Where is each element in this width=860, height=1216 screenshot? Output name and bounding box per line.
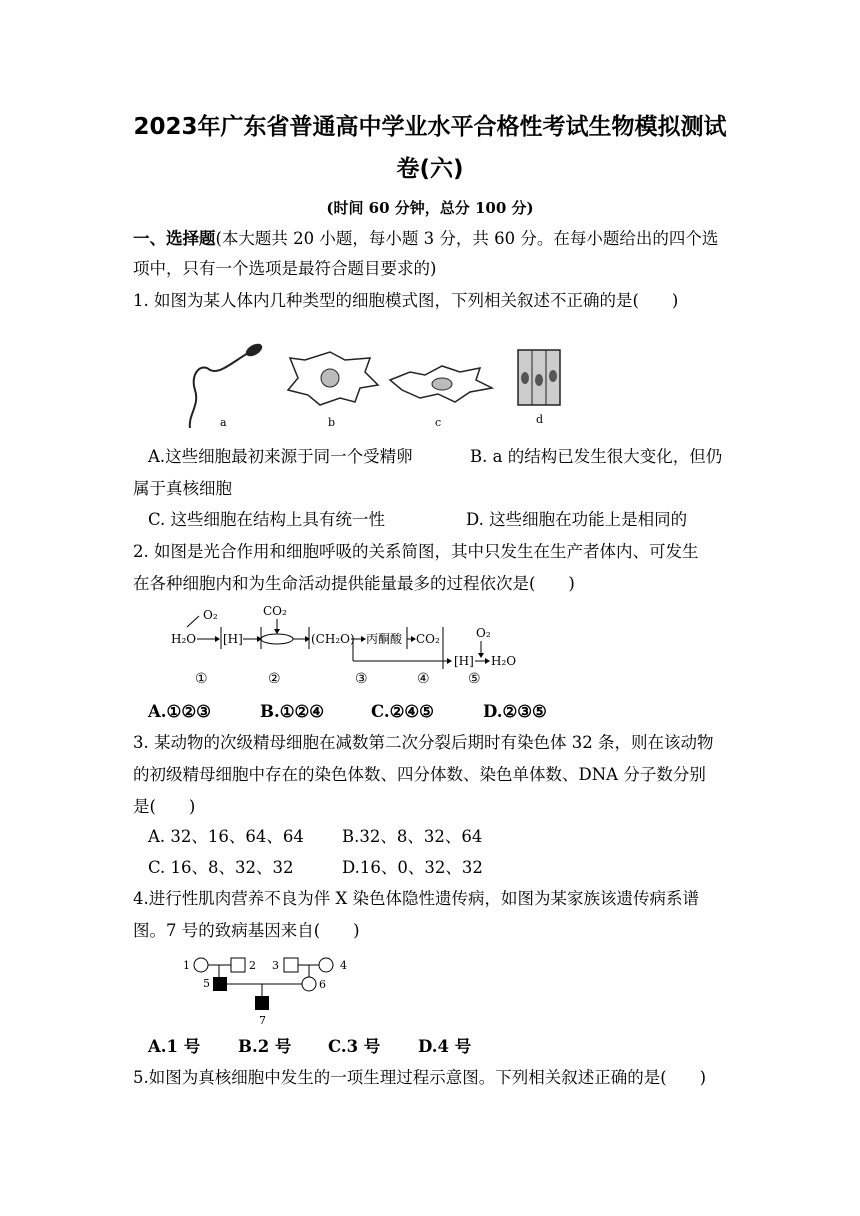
cell-label-b: b — [328, 416, 336, 429]
sperm-cell-image — [190, 341, 265, 428]
q2-option-a[interactable]: A.①②③ — [148, 702, 211, 721]
cell-label-c: c — [435, 416, 442, 429]
exam-title-line2: 卷(六) — [396, 156, 464, 182]
q1-option-d[interactable]: D. 这些细胞在功能上是相同的 — [466, 510, 688, 529]
exam-title-line1: 2023年广东省普通高中学业水平合格性考试生物模拟测试 — [133, 114, 727, 140]
step-4: ④ — [417, 671, 430, 687]
pyruvate-label: 丙酮酸 — [366, 632, 403, 646]
step-2: ② — [268, 671, 281, 687]
q4-option-a[interactable]: A.1 号 — [148, 1037, 201, 1056]
o2-right-label: O₂ — [476, 626, 491, 640]
co2-label: CO₂ — [416, 632, 440, 646]
co2-top-label: CO₂ — [263, 604, 287, 618]
q1-option-a[interactable]: A.这些细胞最初来源于同一个受精卵 — [148, 447, 413, 466]
q1-stem: 1. 如图为某人体内几种类型的细胞模式图，下列相关叙述不正确的是( ) — [133, 291, 679, 310]
h-label-2: [H] — [454, 654, 474, 668]
section-heading-line — [133, 228, 733, 250]
cell-label-a: a — [220, 416, 227, 429]
q4-pedigree-chart — [180, 952, 360, 1027]
step-3: ③ — [355, 671, 368, 687]
section-desc: (本大题共 20 小题，每小题 3 分，共 60 分。在每小题给出的四个选 — [215, 229, 719, 248]
q1-option-b-cont: 属于真核细胞 — [133, 479, 232, 498]
q5-stem: 5.如图为真核细胞中发生的一项生理过程示意图。下列相关叙述正确的是( ) — [133, 1068, 707, 1087]
q4-stem-line2: 图。7 号的致病基因来自( ) — [133, 921, 360, 940]
cell-label-d: d — [536, 413, 544, 426]
ch2o-label: (CH₂O) — [311, 632, 355, 646]
q4-option-b[interactable]: B.2 号 — [238, 1037, 292, 1056]
h2o-label: H₂O — [171, 632, 197, 646]
q4-stem-line1: 4.进行性肌肉营养不良为伴 X 染色体隐性遗传病，如图为某家族该遗传病系谱 — [133, 889, 699, 908]
q3-option-c[interactable]: C. 16、8、32、32 — [148, 858, 294, 877]
q2-stem-line2: 在各种细胞内和为生命活动提供能量最多的过程依次是( ) — [133, 574, 575, 593]
q1-option-b[interactable]: B. a 的结构已发生很大变化，但仍 — [470, 447, 723, 466]
q1-option-c[interactable]: C. 这些细胞在结构上具有统一性 — [148, 510, 386, 529]
h-label-1: [H] — [223, 632, 243, 646]
step-1: ① — [195, 671, 208, 687]
q2-option-b[interactable]: B.①②④ — [260, 702, 325, 721]
pedigree-label-5: 5 — [203, 977, 210, 990]
q3-option-b[interactable]: B.32、8、32、64 — [342, 827, 483, 846]
pedigree-label-7: 7 — [259, 1014, 266, 1027]
section-heading: 一、选择题 — [133, 229, 216, 248]
nerve-cell-image — [288, 352, 378, 405]
pedigree-label-2: 2 — [249, 959, 256, 972]
q3-stem-line3: 是( ) — [133, 797, 196, 816]
exam-subtitle: (时间 60 分钟，总分 100 分) — [326, 199, 534, 217]
q3-stem-line1: 3. 某动物的次级精母细胞在减数第二次分裂后期时有染色体 32 条，则在该动物 — [133, 733, 714, 752]
h2o-right-label: H₂O — [491, 654, 517, 668]
q3-option-d[interactable]: D.16、0、32、32 — [342, 858, 483, 877]
q4-option-d[interactable]: D.4 号 — [418, 1037, 472, 1056]
pedigree-label-3: 3 — [272, 959, 279, 972]
pedigree-label-4: 4 — [340, 959, 347, 972]
q3-stem-line2: 的初级精母细胞中存在的染色体数、四分体数、染色单体数、DNA 分子数分别 — [133, 765, 706, 784]
pedigree-label-1: 1 — [183, 959, 190, 972]
smooth-cell-image — [390, 366, 492, 402]
pedigree-label-6: 6 — [319, 978, 326, 991]
q1-cell-figure — [180, 330, 580, 430]
q2-stem-line1: 2. 如图是光合作用和细胞呼吸的关系简图，其中只发生在生产者体内、可发生 — [133, 542, 699, 561]
o2-top-label: O₂ — [203, 608, 218, 622]
section-desc-cont: 项中，只有一个选项是最符合题目要求的) — [133, 259, 437, 278]
q2-process-diagram — [165, 603, 535, 688]
q2-option-c[interactable]: C.②④⑤ — [371, 702, 434, 721]
q2-option-d[interactable]: D.②③⑤ — [483, 702, 547, 721]
epithelial-cell-image — [518, 350, 560, 405]
q3-option-a[interactable]: A. 32、16、64、64 — [148, 827, 304, 846]
step-5: ⑤ — [468, 671, 481, 687]
q4-option-c[interactable]: C.3 号 — [328, 1037, 381, 1056]
